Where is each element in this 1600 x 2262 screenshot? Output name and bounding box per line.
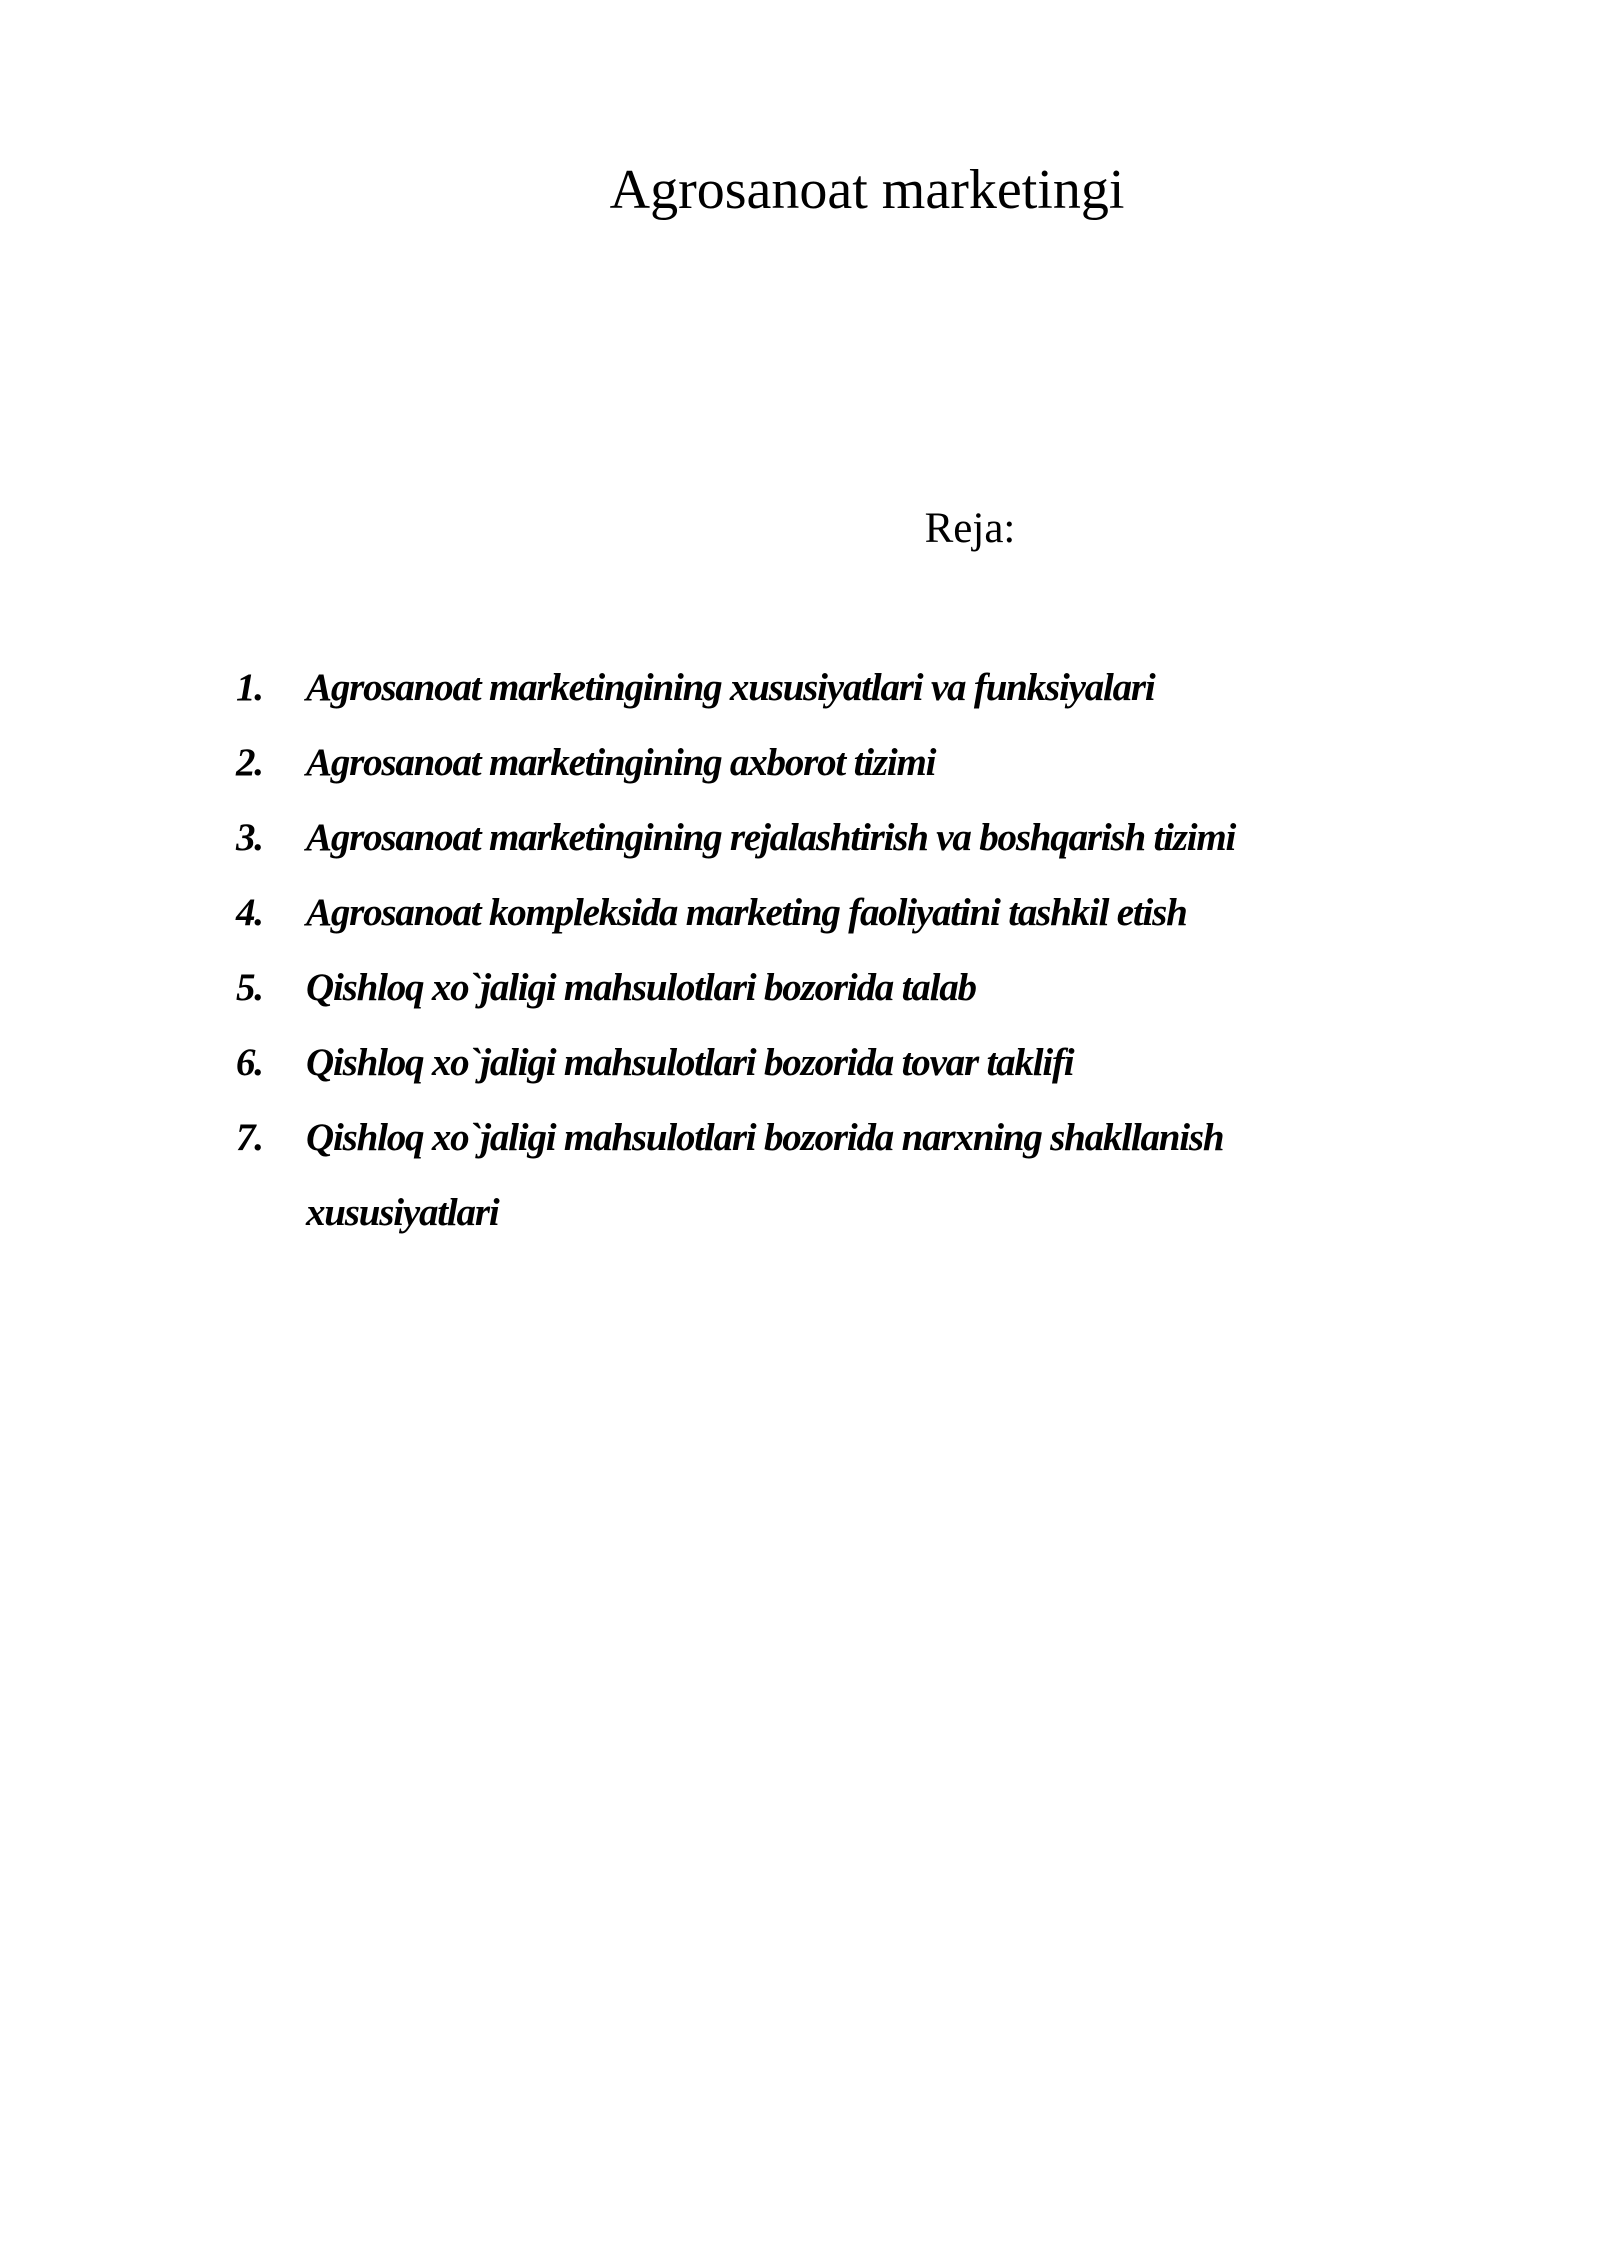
plan-item-text: Qishloq xo`jaligi mahsulotlari bozorida narxning shakllanish xususiyatlari bbox=[306, 1116, 1224, 1234]
plan-item bbox=[236, 950, 1436, 1025]
document-title: Agrosanoat marketingi bbox=[609, 159, 1125, 221]
plan-item-text: Agrosanoat marketingining axborot tizimi bbox=[306, 741, 936, 784]
plan-item-number: 6. bbox=[236, 1041, 263, 1084]
plan-item-number: 5. bbox=[236, 966, 263, 1009]
plan-item-number: 4. bbox=[236, 891, 263, 934]
plan-list bbox=[236, 650, 1436, 1250]
plan-item bbox=[236, 1100, 1436, 1250]
plan-heading: Reja: bbox=[924, 505, 1016, 552]
plan-item bbox=[236, 875, 1436, 950]
plan-item-text: Qishloq xo`jaligi mahsulotlari bozorida tovar taklifi bbox=[306, 1041, 1074, 1084]
plan-item-text: Agrosanoat marketingining rejalashtirish va boshqarish tizimi bbox=[306, 816, 1236, 859]
plan-item-number: 7. bbox=[236, 1116, 263, 1159]
plan-item-number: 2. bbox=[236, 741, 263, 784]
plan-item bbox=[236, 650, 1436, 725]
plan-item-number: 1. bbox=[236, 666, 263, 709]
plan-item-text: Agrosanoat marketingining xususiyatlari va funksiyalari bbox=[306, 666, 1155, 709]
plan-item-text: Agrosanoat kompleksida marketing faoliyatini tashkil etish bbox=[306, 891, 1187, 934]
plan-item bbox=[236, 800, 1436, 875]
plan-item-number: 3. bbox=[236, 816, 263, 859]
plan-item-text: Qishloq xo`jaligi mahsulotlari bozorida talab bbox=[306, 966, 976, 1009]
plan-item bbox=[236, 725, 1436, 800]
plan-item bbox=[236, 1025, 1436, 1100]
